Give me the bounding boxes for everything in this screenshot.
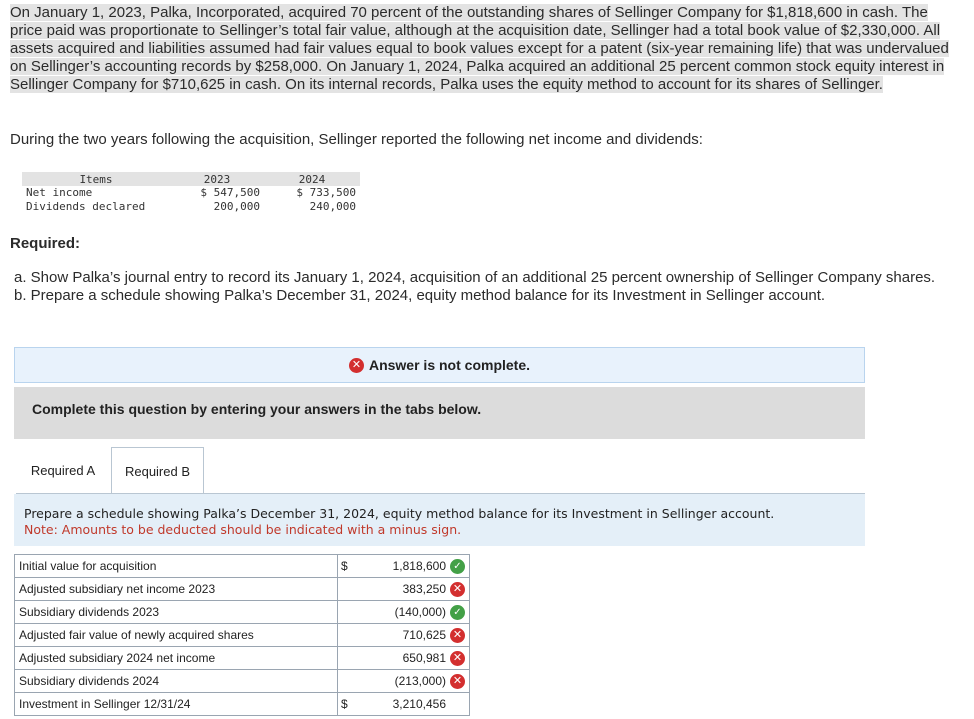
question-prompt [14, 494, 865, 546]
dollar-sign [338, 670, 362, 693]
amount-cell[interactable] [361, 624, 470, 647]
table-row [15, 624, 470, 647]
dollar-sign: $ [338, 555, 362, 578]
dollar-sign [338, 647, 362, 670]
tab-required-b[interactable] [111, 447, 204, 495]
tab-label: Required A [30, 462, 96, 478]
x-circle-icon: ✕ [450, 674, 465, 689]
table-row [15, 578, 470, 601]
check-circle-icon: ✓ [450, 559, 465, 574]
table-row [15, 693, 470, 716]
dollar-sign [338, 624, 362, 647]
x-circle-icon: ✕ [349, 358, 364, 373]
table-row [22, 186, 360, 200]
table-row [15, 647, 470, 670]
header-2024: 2024 [264, 172, 360, 186]
instruction-text: Complete this question by entering your answers in the tabs below. [32, 401, 482, 417]
value-2024: $ 733,500 [296, 186, 356, 199]
required-b-body: b. Prepare a schedule showing Palka’s December 31, 2024, equity method balance for its Investment in Sellinger account. [14, 287, 826, 304]
dollar-sign [338, 578, 362, 601]
amount-total[interactable]: 3,210,456 [392, 697, 446, 711]
tab-label: Required B [124, 463, 191, 479]
schedule-label: Adjusted fair value of newly acquired shares [15, 624, 338, 647]
amount-input[interactable]: 1,818,600 [392, 559, 446, 573]
value-2023: 200,000 [213, 200, 260, 213]
x-circle-icon: ✕ [450, 628, 465, 643]
required-b-text [14, 287, 944, 305]
required-a-body: a. Show Palka’s journal entry to record its January 1, 2024, acquisition of an additional 25 percent ownership of Sellinger Company shares. [14, 269, 936, 286]
row-label: Net income [26, 186, 93, 199]
investment-schedule [14, 554, 470, 716]
schedule-label: Initial value for acquisition [15, 555, 338, 578]
problem-statement [10, 4, 955, 94]
amount-input[interactable]: 710,625 [402, 628, 446, 642]
prompt-text: Prepare a schedule showing Palka’s December 31, 2024, equity method balance for its Investment in Sellinger account. [24, 506, 775, 521]
value-2023: $ 547,500 [200, 186, 260, 199]
tab-required-a[interactable] [16, 447, 110, 493]
required-heading: Required: [10, 235, 81, 252]
table-row [22, 200, 360, 214]
table-row [15, 555, 470, 578]
schedule-label: Subsidiary dividends 2024 [15, 670, 338, 693]
amount-cell[interactable] [361, 555, 470, 578]
table-row [15, 670, 470, 693]
required-a-text [14, 269, 944, 287]
table-row [15, 601, 470, 624]
amount-cell[interactable] [361, 578, 470, 601]
schedule-label: Adjusted subsidiary 2024 net income [15, 647, 338, 670]
required-list [14, 269, 944, 305]
dollar-sign: $ [338, 693, 362, 716]
prompt-note: Note: Amounts to be deducted should be indicated with a minus sign. [24, 522, 462, 537]
schedule-label: Investment in Sellinger 12/31/24 [15, 693, 338, 716]
header-items: Items [22, 172, 170, 186]
x-circle-icon: ✕ [450, 651, 465, 666]
header-2023: 2023 [170, 172, 264, 186]
table-header-row [22, 172, 360, 186]
check-circle-icon: ✓ [450, 605, 465, 620]
amount-input[interactable]: 650,981 [402, 651, 446, 665]
data-intro-text: During the two years following the acquisition, Sellinger reported the following net income and dividends: [10, 131, 703, 148]
instruction-panel [14, 387, 865, 439]
value-2024: 240,000 [309, 200, 356, 213]
row-label: Dividends declared [26, 200, 146, 213]
amount-cell[interactable] [361, 693, 470, 716]
data-intro [10, 131, 955, 149]
schedule-label: Adjusted subsidiary net income 2023 [15, 578, 338, 601]
dollar-sign [338, 601, 362, 624]
status-message: Answer is not complete. [368, 357, 531, 373]
amount-input[interactable]: (140,000) [394, 605, 446, 619]
problem-paragraph: On January 1, 2023, Palka, Incorporated, acquired 70 percent of the outstanding shares of Sellinger Company for $1,818,600 in cash. The price paid was proportionate to Sellinger’s total fair value, although at the acquisition date, Sellinger had a total book value of $2,330,000. All assets acquired and liabilities assumed had fair values equal to book values except for a patent (six-year remaining life) that was undervalued on Sellinger’s accounting records by $258,000. On January 1, 2024, Palka acquired an additional 25 percent common stock equity interest in Sellinger Company for $710,625 in cash. On its internal records, Palka uses the equity method to account for its shares of Sellinger. [10, 4, 949, 93]
amount-input[interactable]: 383,250 [402, 582, 446, 596]
amount-cell[interactable] [361, 670, 470, 693]
income-dividends-table [22, 172, 360, 214]
x-circle-icon: ✕ [450, 582, 465, 597]
amount-cell[interactable] [361, 647, 470, 670]
amount-cell[interactable] [361, 601, 470, 624]
schedule-label: Subsidiary dividends 2023 [15, 601, 338, 624]
amount-input[interactable]: (213,000) [394, 674, 446, 688]
status-banner [14, 347, 865, 383]
